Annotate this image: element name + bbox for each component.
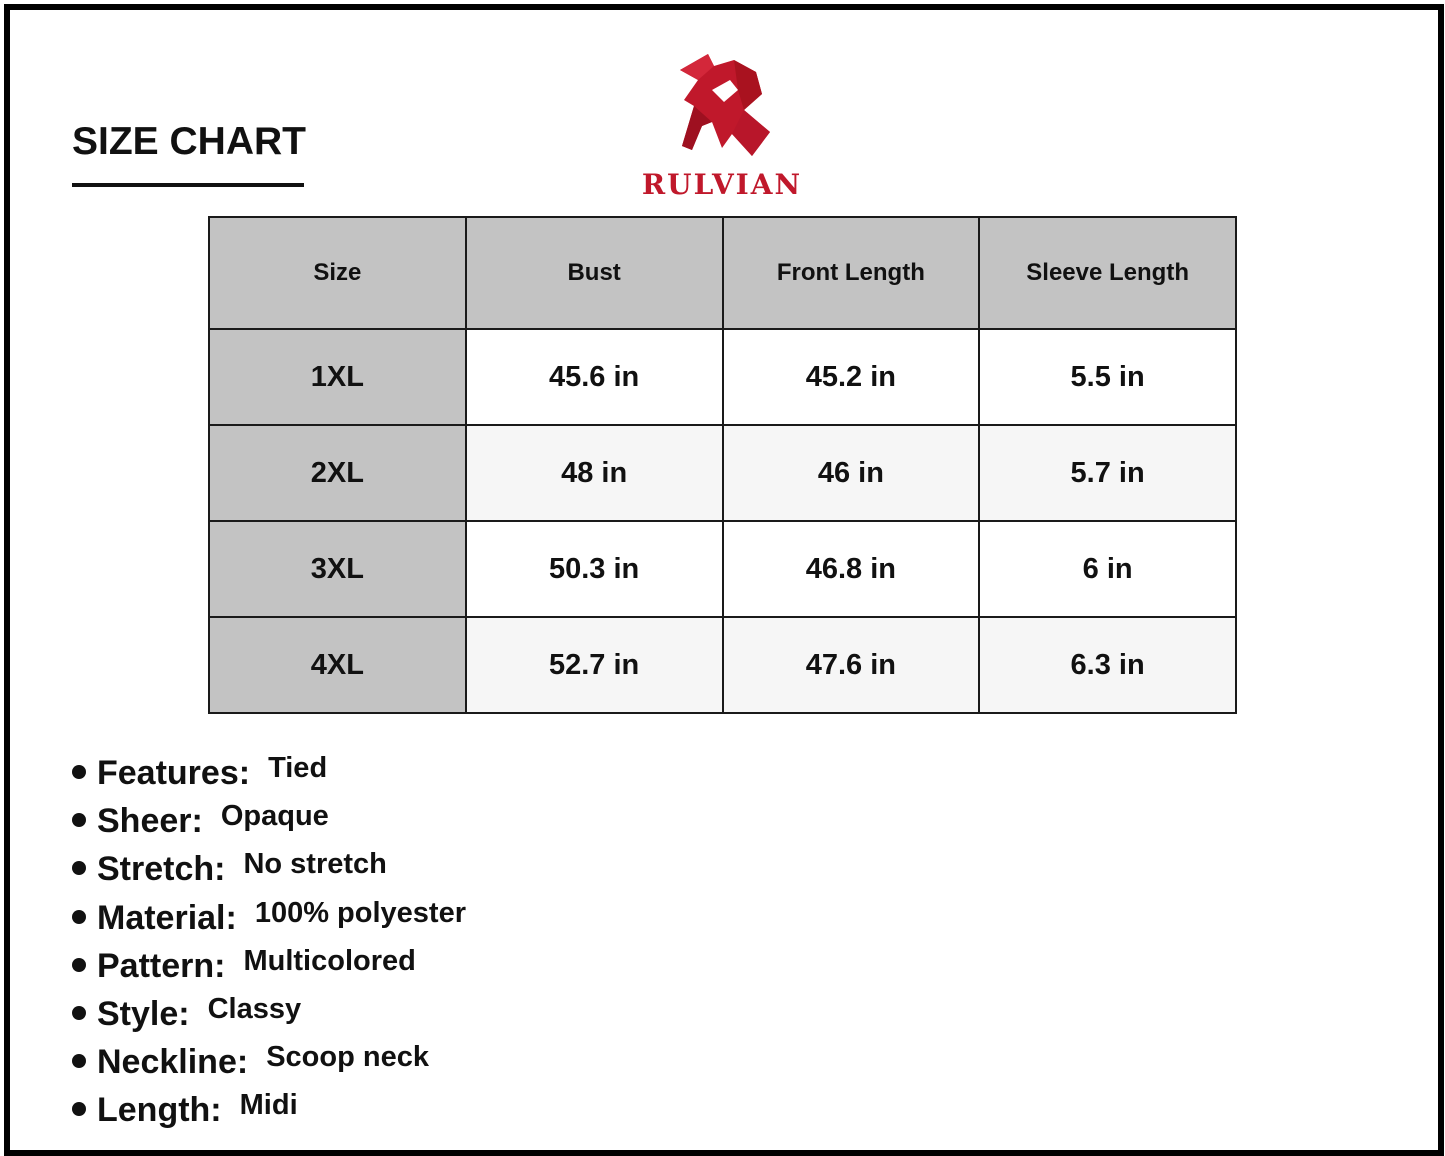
bust-cell: 45.6 in: [466, 329, 723, 425]
list-item: [72, 800, 466, 848]
sleeve-length-cell: 6.3 in: [979, 617, 1236, 713]
header-bust: Bust: [466, 217, 723, 329]
attribute-label: Sheer:: [97, 802, 203, 841]
attribute-value: Classy: [207, 992, 302, 1025]
attribute-label: Stretch:: [97, 850, 226, 889]
attribute-label: Length:: [97, 1091, 222, 1130]
bullet-icon: [72, 765, 86, 779]
attribute-value: 100% polyester: [254, 896, 466, 929]
front-length-cell: 46 in: [723, 425, 980, 521]
bust-cell: 50.3 in: [466, 521, 723, 617]
list-item: [72, 848, 466, 896]
size-cell: 2XL: [209, 425, 466, 521]
bullet-icon: [72, 958, 86, 972]
attribute-label: Neckline:: [97, 1043, 249, 1082]
attribute-label: Pattern:: [97, 946, 226, 985]
list-item: [72, 945, 466, 993]
header-front-length: Front Length: [723, 217, 980, 329]
table-row: [209, 425, 1236, 521]
size-cell: 1XL: [209, 329, 466, 425]
sleeve-length-cell: 6 in: [979, 521, 1236, 617]
sleeve-length-cell: 5.5 in: [979, 329, 1236, 425]
list-item: [72, 752, 466, 800]
header-sleeve-length: Sleeve Length: [979, 217, 1236, 329]
bullet-icon: [72, 1102, 86, 1116]
attribute-value: Tied: [268, 752, 328, 784]
title-underline: [72, 183, 304, 187]
brand-wordmark: RULVIAN: [641, 168, 803, 201]
front-length-cell: 47.6 in: [723, 617, 980, 713]
table-header-row: [209, 217, 1236, 329]
list-item: [72, 897, 466, 945]
front-length-cell: 45.2 in: [723, 329, 980, 425]
sleeve-length-cell: 5.7 in: [979, 425, 1236, 521]
attribute-value: No stretch: [243, 848, 387, 881]
bullet-icon: [72, 1006, 86, 1020]
attribute-label: Features:: [97, 754, 251, 792]
table-row: [209, 521, 1236, 617]
table-row: [209, 617, 1236, 713]
bullet-icon: [72, 813, 86, 827]
list-item: [72, 1041, 466, 1089]
attribute-label: Style:: [97, 994, 190, 1033]
product-attributes-list: [72, 752, 466, 1138]
front-length-cell: 46.8 in: [723, 521, 980, 617]
attribute-value: Scoop neck: [266, 1041, 429, 1074]
table-row: [209, 329, 1236, 425]
bullet-icon: [72, 861, 86, 875]
attribute-value: Midi: [239, 1089, 298, 1122]
attribute-value: Multicolored: [243, 944, 416, 977]
attribute-label: Material:: [97, 898, 237, 937]
list-item: [72, 993, 466, 1041]
list-item: [72, 1089, 466, 1137]
bust-cell: 48 in: [466, 425, 723, 521]
bullet-icon: [72, 1054, 86, 1068]
bust-cell: 52.7 in: [466, 617, 723, 713]
brand-logo-icon: [672, 50, 776, 162]
attribute-value: Opaque: [220, 800, 329, 833]
bullet-icon: [72, 910, 86, 924]
page-title: SIZE CHART: [72, 120, 306, 163]
size-table: [208, 216, 1237, 714]
header-size: Size: [209, 217, 466, 329]
size-cell: 4XL: [209, 617, 466, 713]
size-cell: 3XL: [209, 521, 466, 617]
